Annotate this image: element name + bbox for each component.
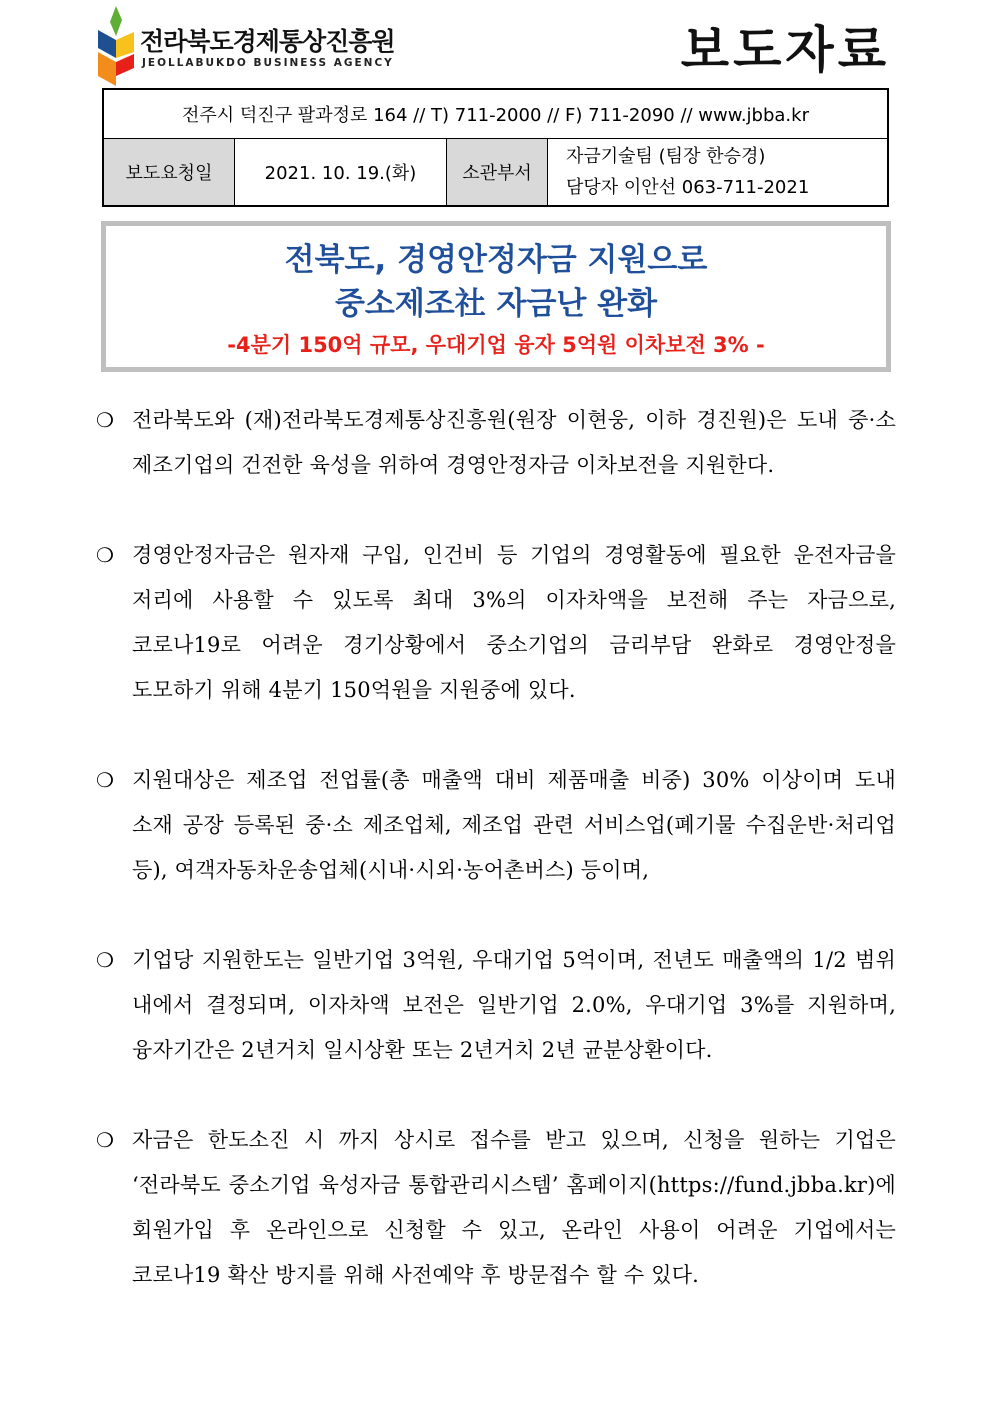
paragraph-text: 경영안정자금은 원자재 구입, 인건비 등 기업의 경영활동에 필요한 운전자금을 저리에 사용할 수 있도록 최대 3%의 이자차액을 보전해 주는 자금으로, 코로나19로 어려운 경기상황에서 중소기업의 금리부담 완화로 경영안정을 도모하기 위해 4분기 150억원을 지원중에 있다. <box>132 543 896 702</box>
bullet-circle-icon: ❍ <box>96 543 114 567</box>
headline-line-1: 전북도, 경영안정자금 지원으로 <box>284 242 708 278</box>
document-type-title: 보도자료 <box>680 21 890 79</box>
paragraph-text: 자금은 한도소진 시 까지 상시로 접수를 받고 있으며, 신청을 원하는 기업은 ‘전라북도 중소기업 육성자금 통합관리시스템’ 홈페이지(https://fund.jbba.kr)에 회원가입 후 온라인으로 신청할 수 있고, 온라인 사용이 어려운 기업에서는 코로나19 확산 방지를 위해 사전예약 후 방문접수 할 수 있다. <box>132 1128 896 1287</box>
contact-line: 전주시 덕진구 팔과정로 164 // T) 711-2000 // F) 711-2090 // www.jbba.kr <box>104 90 887 139</box>
department-label: 소관부서 <box>447 139 548 205</box>
paragraph <box>96 938 896 1073</box>
paragraph <box>96 398 896 488</box>
paragraph <box>96 533 896 713</box>
department-team: 자금기술팀 (팀장 한승경) <box>566 146 766 167</box>
paragraph-text: 지원대상은 제조업 전업률(총 매출액 대비 제품매출 비중) 30% 이상이며 도내 소재 공장 등록된 중·소 제조업체, 제조업 관련 서비스업(폐기물 수집운반·처리업 등), 여객자동차운송업체(시내·시외·농어촌버스) 등이며, <box>132 768 896 882</box>
request-info-row <box>104 139 887 205</box>
org-logo <box>96 6 396 86</box>
bullet-circle-icon: ❍ <box>96 768 114 792</box>
paragraph-text: 전라북도와 (재)전라북도경제통상진흥원(원장 이현웅, 이하 경진원)은 도내 중·소 제조기업의 건전한 육성을 위하여 경영안정자금 이차보전을 지원한다. <box>132 408 896 477</box>
department-value <box>548 139 887 205</box>
paragraph-text: 기업당 지원한도는 일반기업 3억원, 우대기업 5억이며, 전년도 매출액의 1/2 범위 내에서 결정되며, 이자차액 보전은 일반기업 2.0%, 우대기업 3%를 지원하며, 융자기간은 2년거치 일시상환 또는 2년거치 2년 균분상환이다. <box>132 948 896 1062</box>
article-body <box>96 398 896 1343</box>
org-logo-mark-icon <box>96 6 136 86</box>
department-contact: 담당자 이안선 063-711-2021 <box>566 177 810 198</box>
headline-box <box>101 221 891 372</box>
request-date-label: 보도요청일 <box>104 139 235 205</box>
bullet-circle-icon: ❍ <box>96 948 114 972</box>
request-date-value: 2021. 10. 19.(화) <box>235 139 447 205</box>
bullet-circle-icon: ❍ <box>96 1128 114 1152</box>
headline-line-2: 중소제조社 자금난 완화 <box>334 286 658 322</box>
paragraph <box>96 758 896 893</box>
headline-subtitle: -4분기 150억 규모, 우대기업 융자 5억원 이차보전 3% - <box>227 333 765 357</box>
org-name-english: JEOLLABUKDO BUSINESS AGENCY <box>142 57 394 69</box>
paragraph <box>96 1118 896 1298</box>
press-info-table <box>102 88 889 207</box>
bullet-circle-icon: ❍ <box>96 408 114 432</box>
org-name: 전라북도경제통상진흥원 <box>140 27 395 56</box>
